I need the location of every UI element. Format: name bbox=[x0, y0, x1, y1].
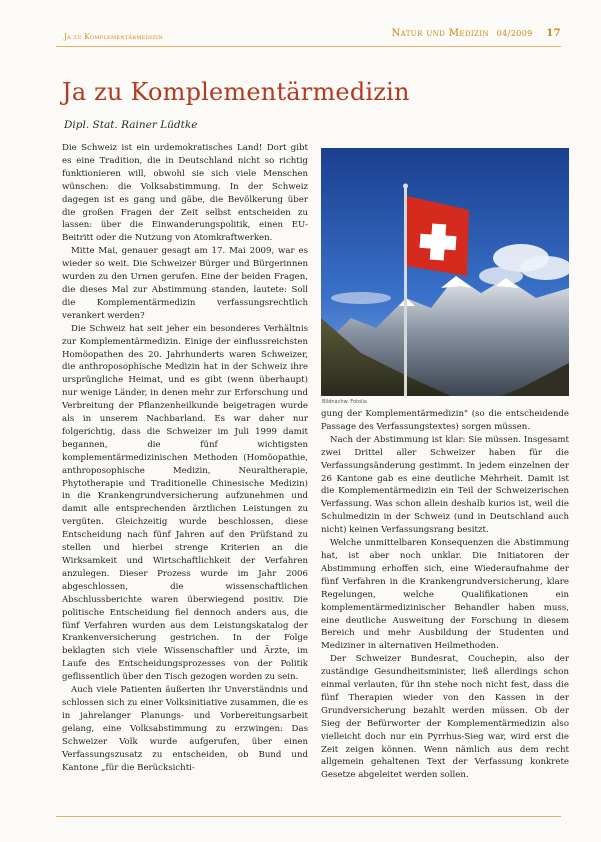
article-author: Dipl. Stat. Rainer Lüdtke bbox=[64, 119, 198, 131]
right-column bbox=[321, 408, 569, 782]
swiss-flag-photo bbox=[321, 148, 569, 396]
paragraph: Der Schweizer Bundesrat, Couchepin, also der zuständige Gesundheitsminister, ließ allerdings schon einmal verlauten, für ihn stehe noch nicht fest, dass die fünf Therapien wieder von den Kassen in der Grundversicherung bezahlt werden müssen. Ob der Sieg der Befürworter der Komplementärmedizin also vielleicht doch nur ein Pyrrhus-Sieg war, wird erst die Zeit zeigen können. Wenn nämlich aus dem recht allgemein gehaltenen Text der Verfassung konkrete Gesetze abgeleitet werden sollen. bbox=[321, 654, 569, 781]
article-title: Ja zu Komplementärmedizin bbox=[62, 78, 410, 106]
paragraph: Die Schweiz ist ein urdemokratisches Land! Dort gibt es eine Tradition, die in Deutschland nicht so richtig funktionieren will, obwohl sie sich viele Menschen wünschen: die Volksabstimmung. In der Schweiz dagegen ist es gang und gäbe, die Bevölkerung über die großen Fragen der Zeit selbst entscheiden zu lassen: über die Einwanderungspolitik, einen EU-Beitritt oder die Nutzung von Atomkraftwerken. bbox=[62, 143, 308, 244]
paragraph: Nach der Abstimmung ist klar: Sie müssen. Insgesamt zwei Drittel aller Schweizer haben für die Verfassungsänderung gestimmt. In jedem einzelnen der 26 Kantone gab es eine deutliche Mehrheit. Damit ist die Komplementärmedizin ein Teil der Schweizerischen Verfassung. Was schon allein deshalb kurios ist, weil die Schulmedizin in der Schweiz (und in Deutschland auch nicht) keinen Verfassungsrang besitzt. bbox=[321, 434, 569, 536]
paragraph: Die Schweiz hat seit jeher ein besonderes Verhältnis zur Komplementärmedizin. Einige der einflussreichsten Homöopathen des 20. Jahrhunderts waren Schweizer, die anthroposophische Medizin hat in der Schweiz ihre ursprüngliche Heimat, und es gibt (wenn überhaupt) nur wenige Länder, in denen mehr zur Erforschung und Verbreitung der Pflanzenheilkunde beigetragen wurde als in unserem Nachbarland. Es war daher nur folgerichtig, dass die Schweizer im Juli 1999 damit begannen, die fünf wichtigsten komplementärmedizinischen Methoden (Homöopathie, anthroposophische Medizin, Neuraltherapie, Phytotherapie und Traditionelle Chinesische Medizin) in die Krankengrundversicherung aufzunehmen und damit alle entsprechenden ärztlichen Leistungen zu vergüten. Gleichzeitig wurde beschlossen, diese Entscheidung nach fünf Jahren auf den Prüfstand zu stellen und hierbei strenge Kriterien an die Wirksamkeit und Wirtschaftlichkeit der Verfahren anzulegen. Dieser Prozess wurde im Jahr 2006 abgeschlossen, die wissenschaftlichen Abschlussberichte waren überwiegend positiv. Die politische Entscheidung fiel dennoch anders aus, die fünf Verfahren wurden aus dem Leistungskatalog der Krankenversicherung gestrichen. In der Folge beklagten sich viele Wissenschaftler und Ärzte, im Laufe des Entscheidungsprozesses von der Politik geflissentlich über den Tisch gezogen worden zu sein. bbox=[62, 323, 308, 683]
running-head-magazine bbox=[392, 28, 562, 39]
paragraph: Welche unmittelbaren Konsequenzen die Abstimmung hat, ist aber noch unklar. Die Initiatoren der Abstimmung erhoffen sich, eine Wiederaufnahme der fünf Verfahren in die Krankengrundversicherung, klare Regelungen, welche Qualifikationen ein komplementärmedizinischer Behandler haben muss, eine deutliche Ausweitung der Forschung in diesem Bereich und mehr Ausbildung der Studenten und Mediziner in alternativen Heilmethoden. bbox=[321, 538, 569, 652]
running-head-section: Ja zu Komplementärmedizin bbox=[64, 33, 163, 41]
page-number: 17 bbox=[546, 28, 561, 39]
magazine-name: Natur und Medizin bbox=[391, 28, 490, 39]
left-column bbox=[62, 142, 308, 774]
photo-credit: Bildnachw. Fotolia bbox=[322, 399, 367, 405]
footer-divider bbox=[56, 816, 561, 817]
header-divider bbox=[56, 46, 561, 47]
issue-number: 04/2009 bbox=[496, 29, 533, 38]
swiss-flag-mountain-icon bbox=[321, 148, 569, 396]
paragraph: Mitte Mai, genauer gesagt am 17. Mai 2009, war es wieder so weit. Die Schweizer Bürger und Bürgerinnen wurden zu den Urnen gerufen. Eine der beiden Fragen, die dieses Mal zur Abstimmung standen, lautete: Soll die Komplementärmedizin verfassungsrechtlich verankert werden? bbox=[62, 246, 308, 321]
paragraph: Auch viele Patienten äußerten ihr Unverständnis und schlossen sich zu einer Volksinitiative zusammen, die es in jahrelanger Planungs- und Vorbereitungsarbeit gelang, eine Volksabstimmung zu erzwingen: Das Schweizer Volk wurde aufgerufen, über einen Verfassungszusatz zu entscheiden, ob Bund und Kantone „für die Berücksichti- bbox=[62, 685, 308, 773]
paragraph: gung der Komplementärmedizin" (so die entscheidende Passage des Verfassungstextes) sorgen müssen. bbox=[321, 409, 569, 432]
